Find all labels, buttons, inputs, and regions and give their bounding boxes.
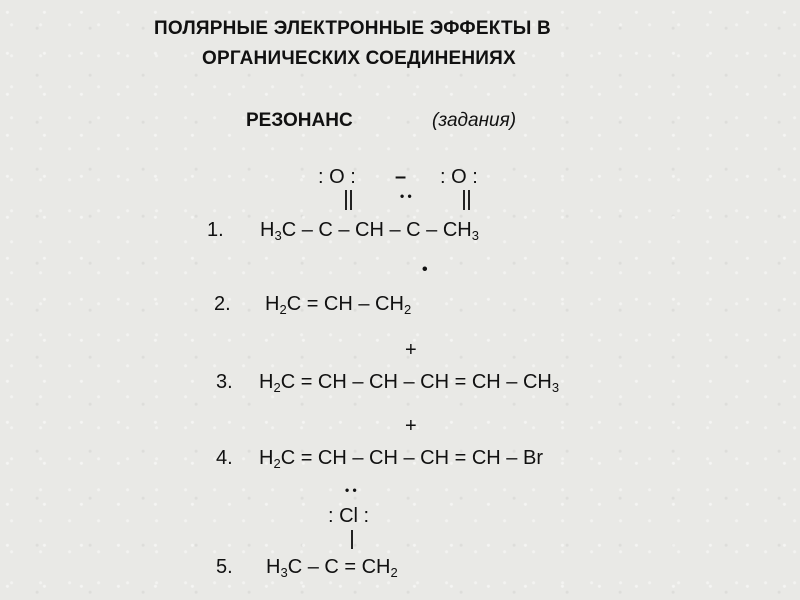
formula-1-text: $H_3C$ – C – CH – C – $CH_3$ bbox=[260, 219, 479, 243]
double-bond-right-b bbox=[468, 190, 470, 210]
double-bond-left-b bbox=[350, 190, 352, 210]
formula-4-number: 4. bbox=[216, 447, 233, 469]
lone-pair: • • bbox=[400, 189, 412, 203]
formula-3-number: 3. bbox=[216, 371, 233, 393]
lone-pair: • • bbox=[345, 483, 357, 497]
oxygen-left: : O : bbox=[318, 166, 356, 188]
negative-charge: – bbox=[395, 166, 407, 188]
chlorine: : Cl : bbox=[328, 505, 370, 527]
title-line-2: ОРГАНИЧЕСКИХ СОЕДИНЕНИЯХ bbox=[202, 48, 516, 69]
formula-5-text: $H_3C - C = CH_2$ bbox=[266, 556, 398, 580]
formula-1-number: 1. bbox=[207, 219, 224, 241]
positive-charge: + bbox=[405, 339, 417, 361]
positive-charge: + bbox=[405, 415, 417, 437]
section-note: (задания) bbox=[432, 110, 517, 131]
section-label: РЕЗОНАНС bbox=[246, 110, 353, 131]
double-bond-right-a bbox=[463, 190, 465, 210]
formula-4-text: $H_2C$ = CH – CH – CH = CH – Br bbox=[259, 447, 543, 471]
formula-5-number: 5. bbox=[216, 556, 233, 578]
single-bond-cl bbox=[351, 530, 353, 549]
title-line-1: ПОЛЯРНЫЕ ЭЛЕКТРОННЫЕ ЭФФЕКТЫ В bbox=[154, 18, 551, 39]
formula-2-number: 2. bbox=[214, 293, 231, 315]
oxygen-right: : O : bbox=[440, 166, 478, 188]
formula-2-text: $H_2C$ = CH – $CH_2$ bbox=[265, 293, 412, 317]
radical-dot: • bbox=[422, 261, 428, 278]
formula-3-text: $H_2C$ = CH – CH – CH = CH – $CH_3$ bbox=[259, 371, 560, 395]
double-bond-left-a bbox=[345, 190, 347, 210]
